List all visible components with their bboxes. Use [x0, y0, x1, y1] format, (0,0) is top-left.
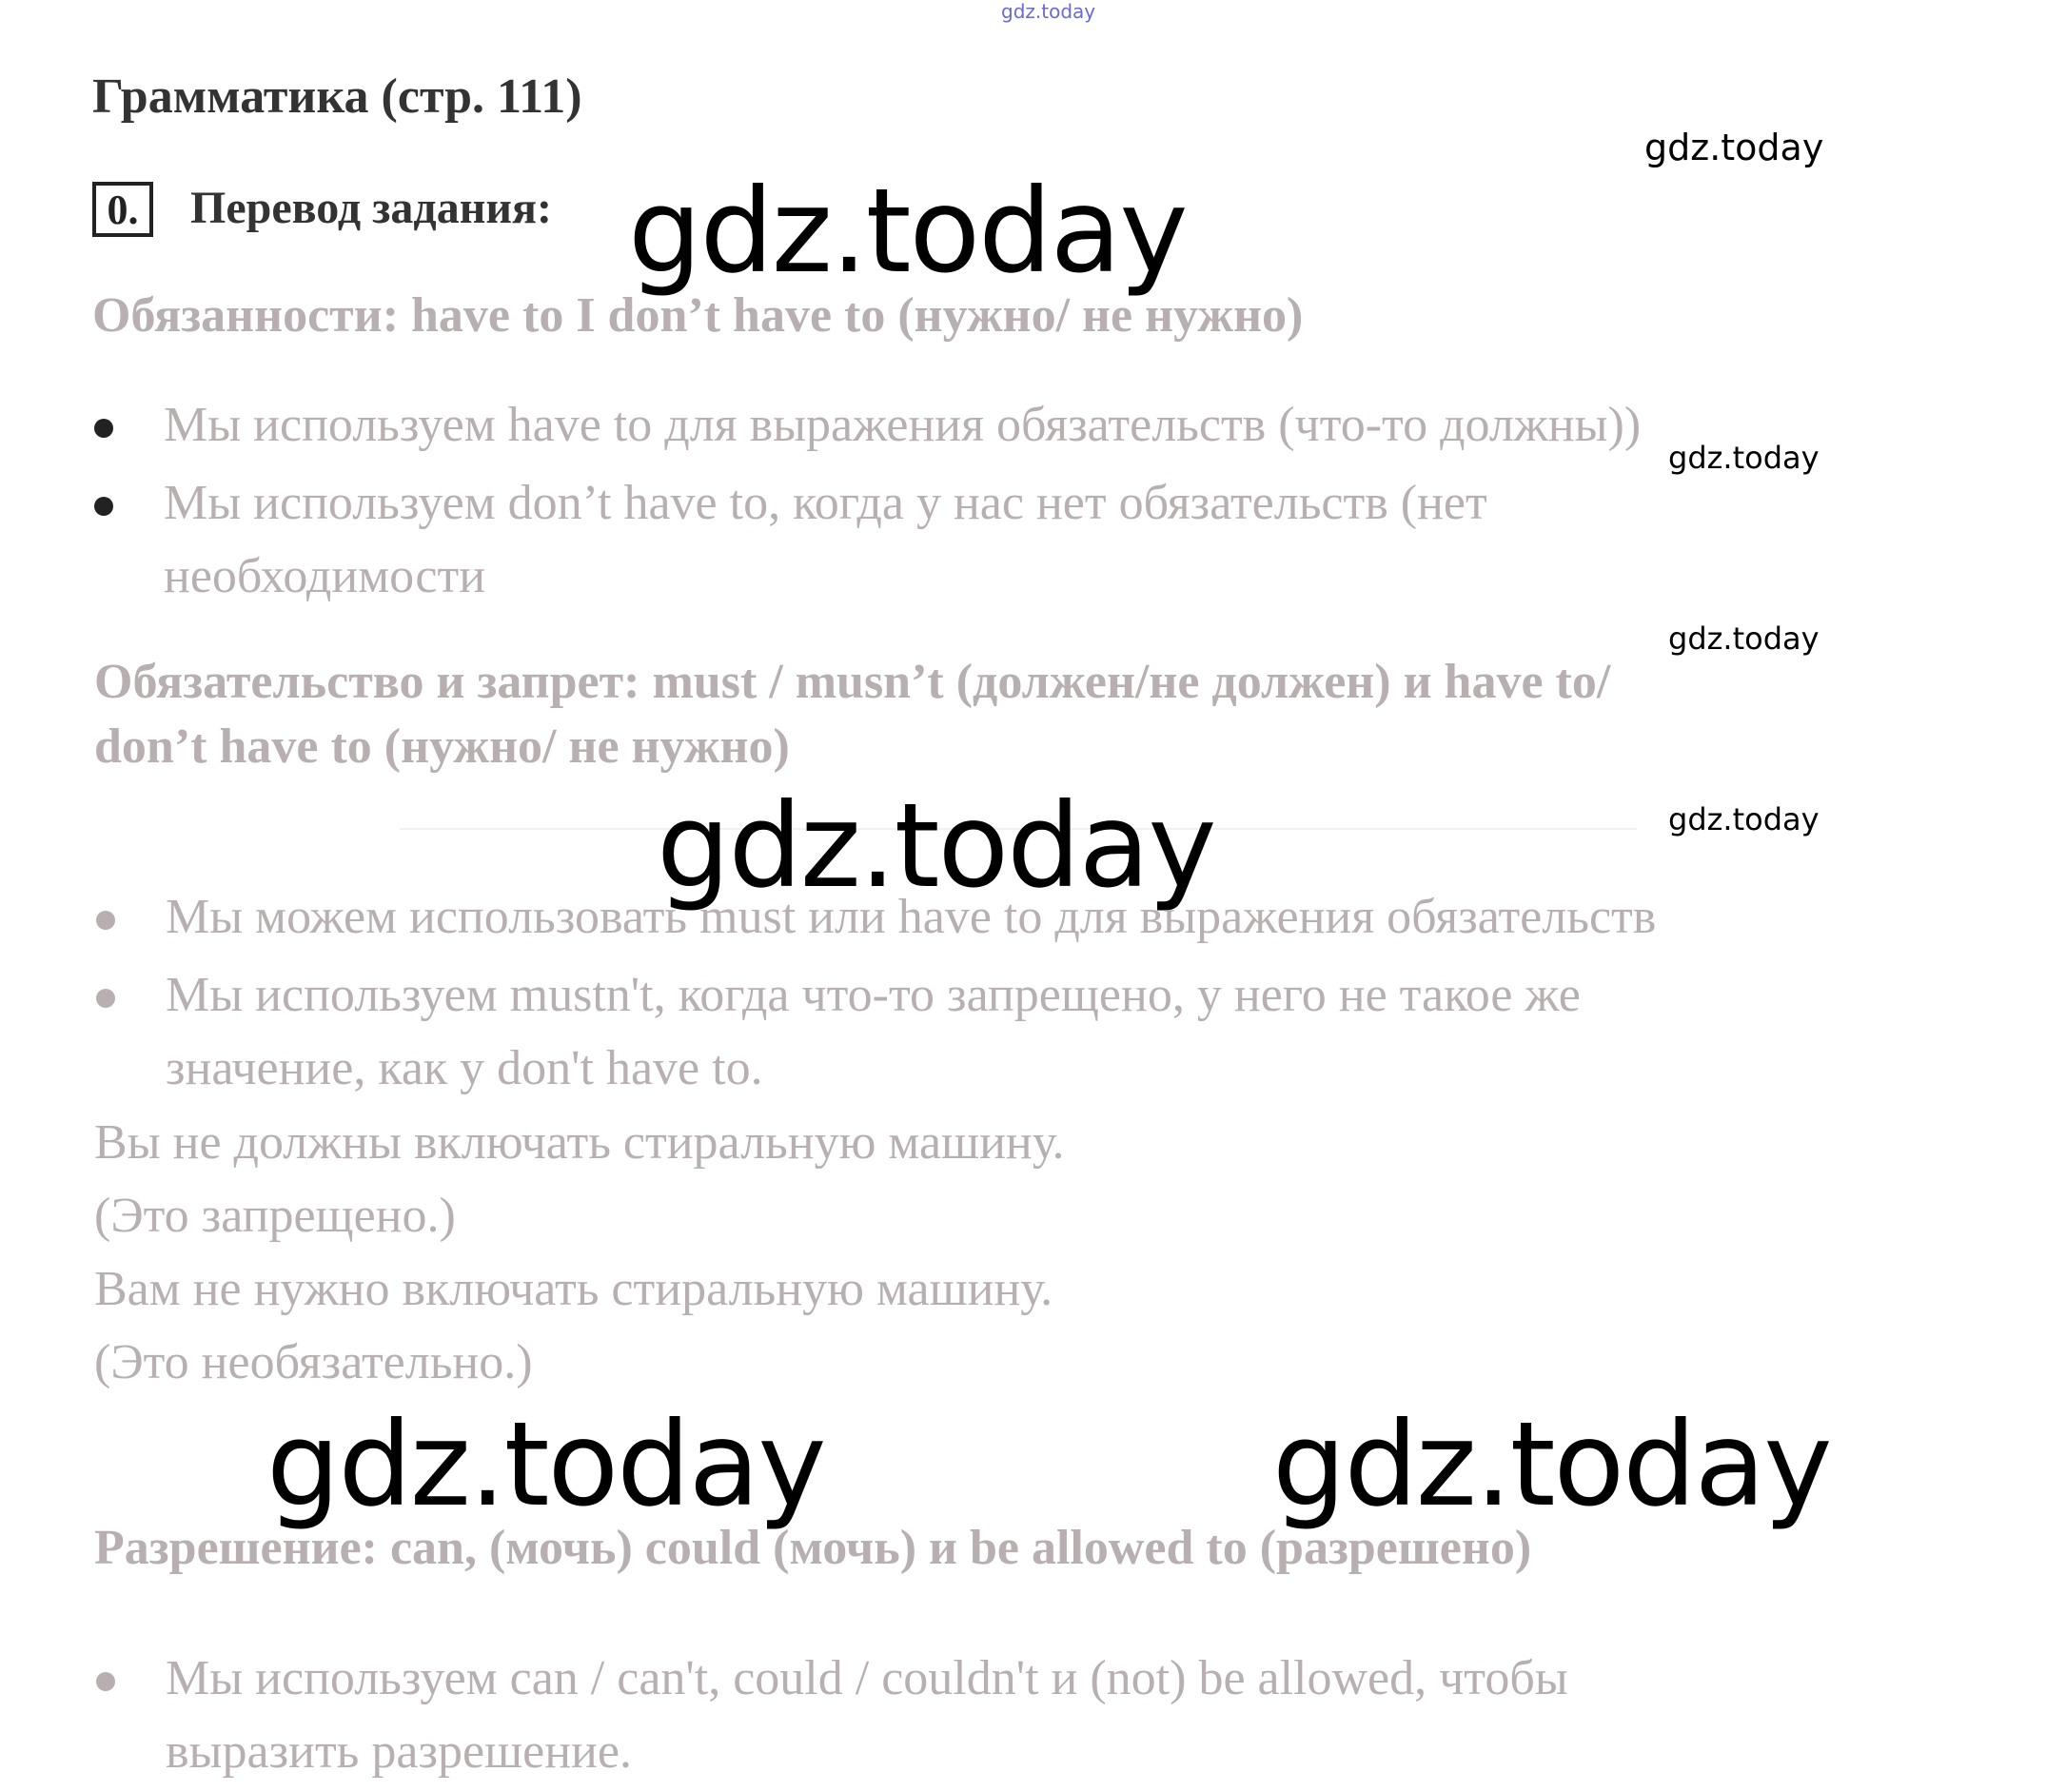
section2-bullet-2: Мы используем mustn't, когда что-то запрещено, у него не такое же — [166, 968, 1581, 1022]
page-title: Грамматика (стр. 111) — [92, 69, 582, 124]
bullet-dot — [94, 419, 113, 438]
bullet-dot — [96, 1672, 115, 1691]
example-1: Вы не должны включать стиральную машину. — [94, 1115, 1065, 1170]
example-4: (Это необязательно.) — [94, 1335, 533, 1389]
bullet-dot — [94, 497, 113, 516]
section3-bullet-1: Мы используем can / can't, could / couldn't и (not) be allowed, чтобы — [166, 1651, 1568, 1705]
section2-heading-line2: don’t have to (нужно/ не нужно) — [94, 719, 790, 774]
section1-heading: Обязанности: have to I don’t have to (нужно/ не нужно) — [92, 288, 1304, 343]
watermark-small-2: gdz.today — [1668, 440, 1820, 476]
watermark-tiny: gdz.today — [1001, 0, 1096, 23]
section1-bullet-2: Мы используем don’t have to, когда у нас нет обязательств (нет — [164, 476, 1487, 530]
section2-heading-line1: Обязательство и запрет: must / musn’t (должен/не должен) и have to/ — [94, 655, 1611, 709]
section1-bullet-2-cont: необходимости — [164, 549, 486, 603]
bullet-dot — [96, 989, 115, 1008]
watermark-small-3: gdz.today — [1668, 620, 1820, 657]
watermark-small-4: gdz.today — [1668, 801, 1820, 837]
watermark-big-1: gdz.today — [628, 164, 1187, 299]
watermark-big-4: gdz.today — [1272, 1397, 1831, 1532]
watermark-big-2: gdz.today — [657, 778, 1215, 914]
section1-bullet-1: Мы используем have to для выражения обязательств (что-то должны)) — [164, 398, 1642, 452]
task-number-box: 0. — [92, 182, 153, 237]
section3-bullet-1-cont: выразить разрешение. — [166, 1724, 632, 1779]
task-label: Перевод задания: — [190, 183, 552, 233]
section2-bullet-1: Мы можем использовать must или have to для выражения обязательств — [166, 890, 1657, 944]
section3-heading: Разрешение: can, (мочь) could (мочь) и be allowed to (разрешено) — [94, 1521, 1532, 1575]
bullet-dot — [96, 911, 115, 930]
watermark-big-3: gdz.today — [266, 1397, 825, 1532]
watermark-small-1: gdz.today — [1644, 127, 1824, 168]
section2-bullet-2-cont: значение, как у don't have to. — [166, 1041, 763, 1095]
example-2: (Это запрещено.) — [94, 1189, 456, 1243]
example-3: Вам не нужно включать стиральную машину. — [94, 1262, 1053, 1316]
